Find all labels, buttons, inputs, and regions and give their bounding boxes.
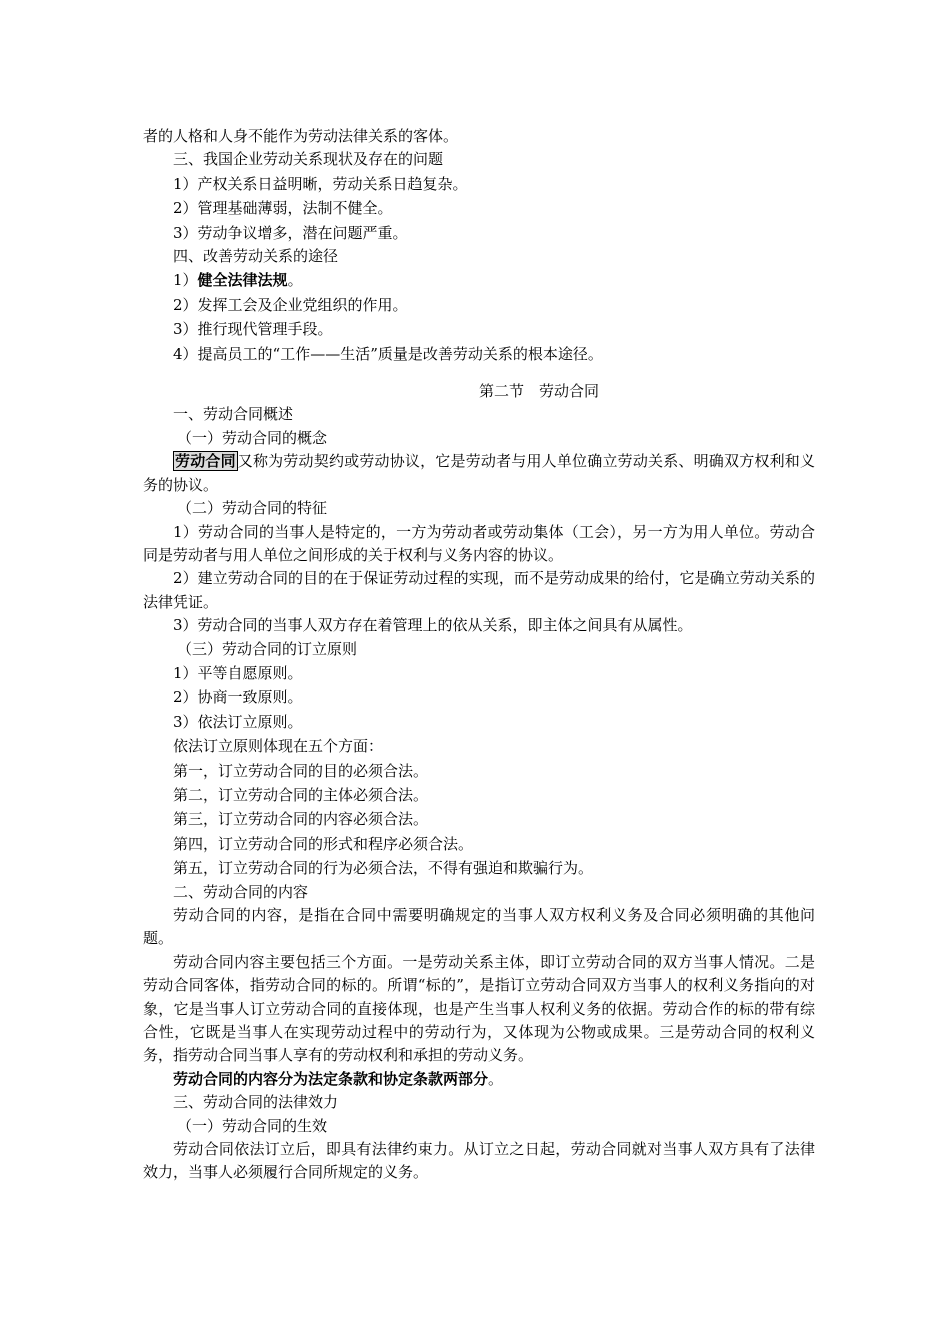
heading-4: 四、改善劳动关系的途径 xyxy=(173,247,339,266)
bold-text: 劳动合同的内容分为法定条款和协定条款两部分 xyxy=(173,1069,489,1088)
list-item: 3）推行现代管理手段。 xyxy=(173,320,333,339)
heading-1-3: （三）劳动合同的订立原则 xyxy=(177,639,358,658)
paragraph: 劳动合同的内容，是指在合同中需要明确规定的当事人双方权利义务及合同必须明确的其他问题。 xyxy=(143,906,815,948)
list-item: 第三，订立劳动合同的内容必须合法。 xyxy=(173,810,429,829)
list-item: 第四，订立劳动合同的形式和程序必须合法。 xyxy=(173,834,474,853)
list-item: 第五，订立劳动合同的行为必须合法，不得有强迫和欺骗行为。 xyxy=(173,859,594,878)
punctuation: 。 xyxy=(488,1069,504,1088)
list-item: 1）平等自愿原则。 xyxy=(173,663,303,682)
heading-3: 三、我国企业劳动关系现状及存在的问题 xyxy=(173,150,444,169)
list-item: 3）依法订立原则。 xyxy=(173,712,303,731)
paragraph-bold xyxy=(143,1068,815,1091)
list-item: 2）管理基础薄弱，法制不健全。 xyxy=(173,199,393,218)
list-item: 1）产权关系日益明晰，劳动关系日趋复杂。 xyxy=(173,174,468,193)
punctuation: 。 xyxy=(287,271,303,290)
heading-3-section: 三、劳动合同的法律效力 xyxy=(173,1093,339,1112)
text-line: 依法订立原则体现在五个方面： xyxy=(173,737,384,756)
list-item: 第二，订立劳动合同的主体必须合法。 xyxy=(173,785,429,804)
paragraph-concept xyxy=(143,450,815,497)
heading-3-1: （一）劳动合同的生效 xyxy=(177,1116,328,1135)
text-line: 者的人格和人身不能作为劳动法律关系的客体。 xyxy=(143,127,459,145)
heading-1: 一、劳动合同概述 xyxy=(173,405,294,424)
list-item: 2）发挥工会及企业党组织的作用。 xyxy=(173,295,408,314)
heading-1-2: （二）劳动合同的特征 xyxy=(177,499,328,518)
paragraph: 劳动合同依法订立后，即具有法律约束力。从订立之日起，劳动合同就对当事人双方具有了法律效力，当事人必须履行合同所规定的义务。 xyxy=(143,1140,815,1182)
paragraph: 3）劳动合同的当事人双方存在着管理上的依从关系，即主体之间具有从属性。 xyxy=(173,616,693,635)
heading-1-1: （一）劳动合同的概念 xyxy=(177,428,328,447)
paragraph: 2）建立劳动合同的目的在于保证劳动过程的实现，而不是劳动成果的给付，它是确立劳动关系的法律凭证。 xyxy=(143,569,815,611)
paragraph-text: 又称为劳动契约或劳动协议，它是劳动者与用人单位确立劳动关系、明确双方权利和义务的协议。 xyxy=(143,452,815,494)
list-item: 3）劳动争议增多，潜在问题严重。 xyxy=(173,223,408,242)
bold-term: 健全法律法规 xyxy=(197,271,288,290)
list-item xyxy=(143,269,815,292)
list-item: 2）协商一致原则。 xyxy=(173,688,303,707)
highlighted-term: 劳动合同 xyxy=(175,452,236,471)
list-item: 4）提高员工的“工作——生活”质量是改善劳动关系的根本途径。 xyxy=(173,344,603,363)
list-item: 第一，订立劳动合同的目的必须合法。 xyxy=(173,761,429,780)
heading-2: 二、劳动合同的内容 xyxy=(173,882,309,901)
document-page xyxy=(143,125,815,1185)
section-title: 第二节 劳动合同 xyxy=(478,382,599,401)
paragraph: 劳动合同内容主要包括三个方面。一是劳动关系主体，即订立劳动合同的双方当事人情况。二是劳动合同客体，指劳动合同的标的。所谓“标的”，是指订立劳动合同双方当事人的权利义务指向的对象，它是当事人订立劳动合同的直接体现，也是产生当事人权利义务的依据。劳动合作的标的带有综合性，它既是当事人在实现劳动过程中的劳动行为，又体现为公物或成果。三是劳动合同的权利义务，指劳动合同当事人享有的劳动权利和承担的劳动义务。 xyxy=(143,952,815,1065)
paragraph: 1）劳动合同的当事人是特定的，一方为劳动者或劳动集体（工会），另一方为用人单位。劳动合同是劳动者与用人单位之间形成的关于权利与义务内容的协议。 xyxy=(143,522,815,564)
list-number: 1） xyxy=(173,271,198,290)
